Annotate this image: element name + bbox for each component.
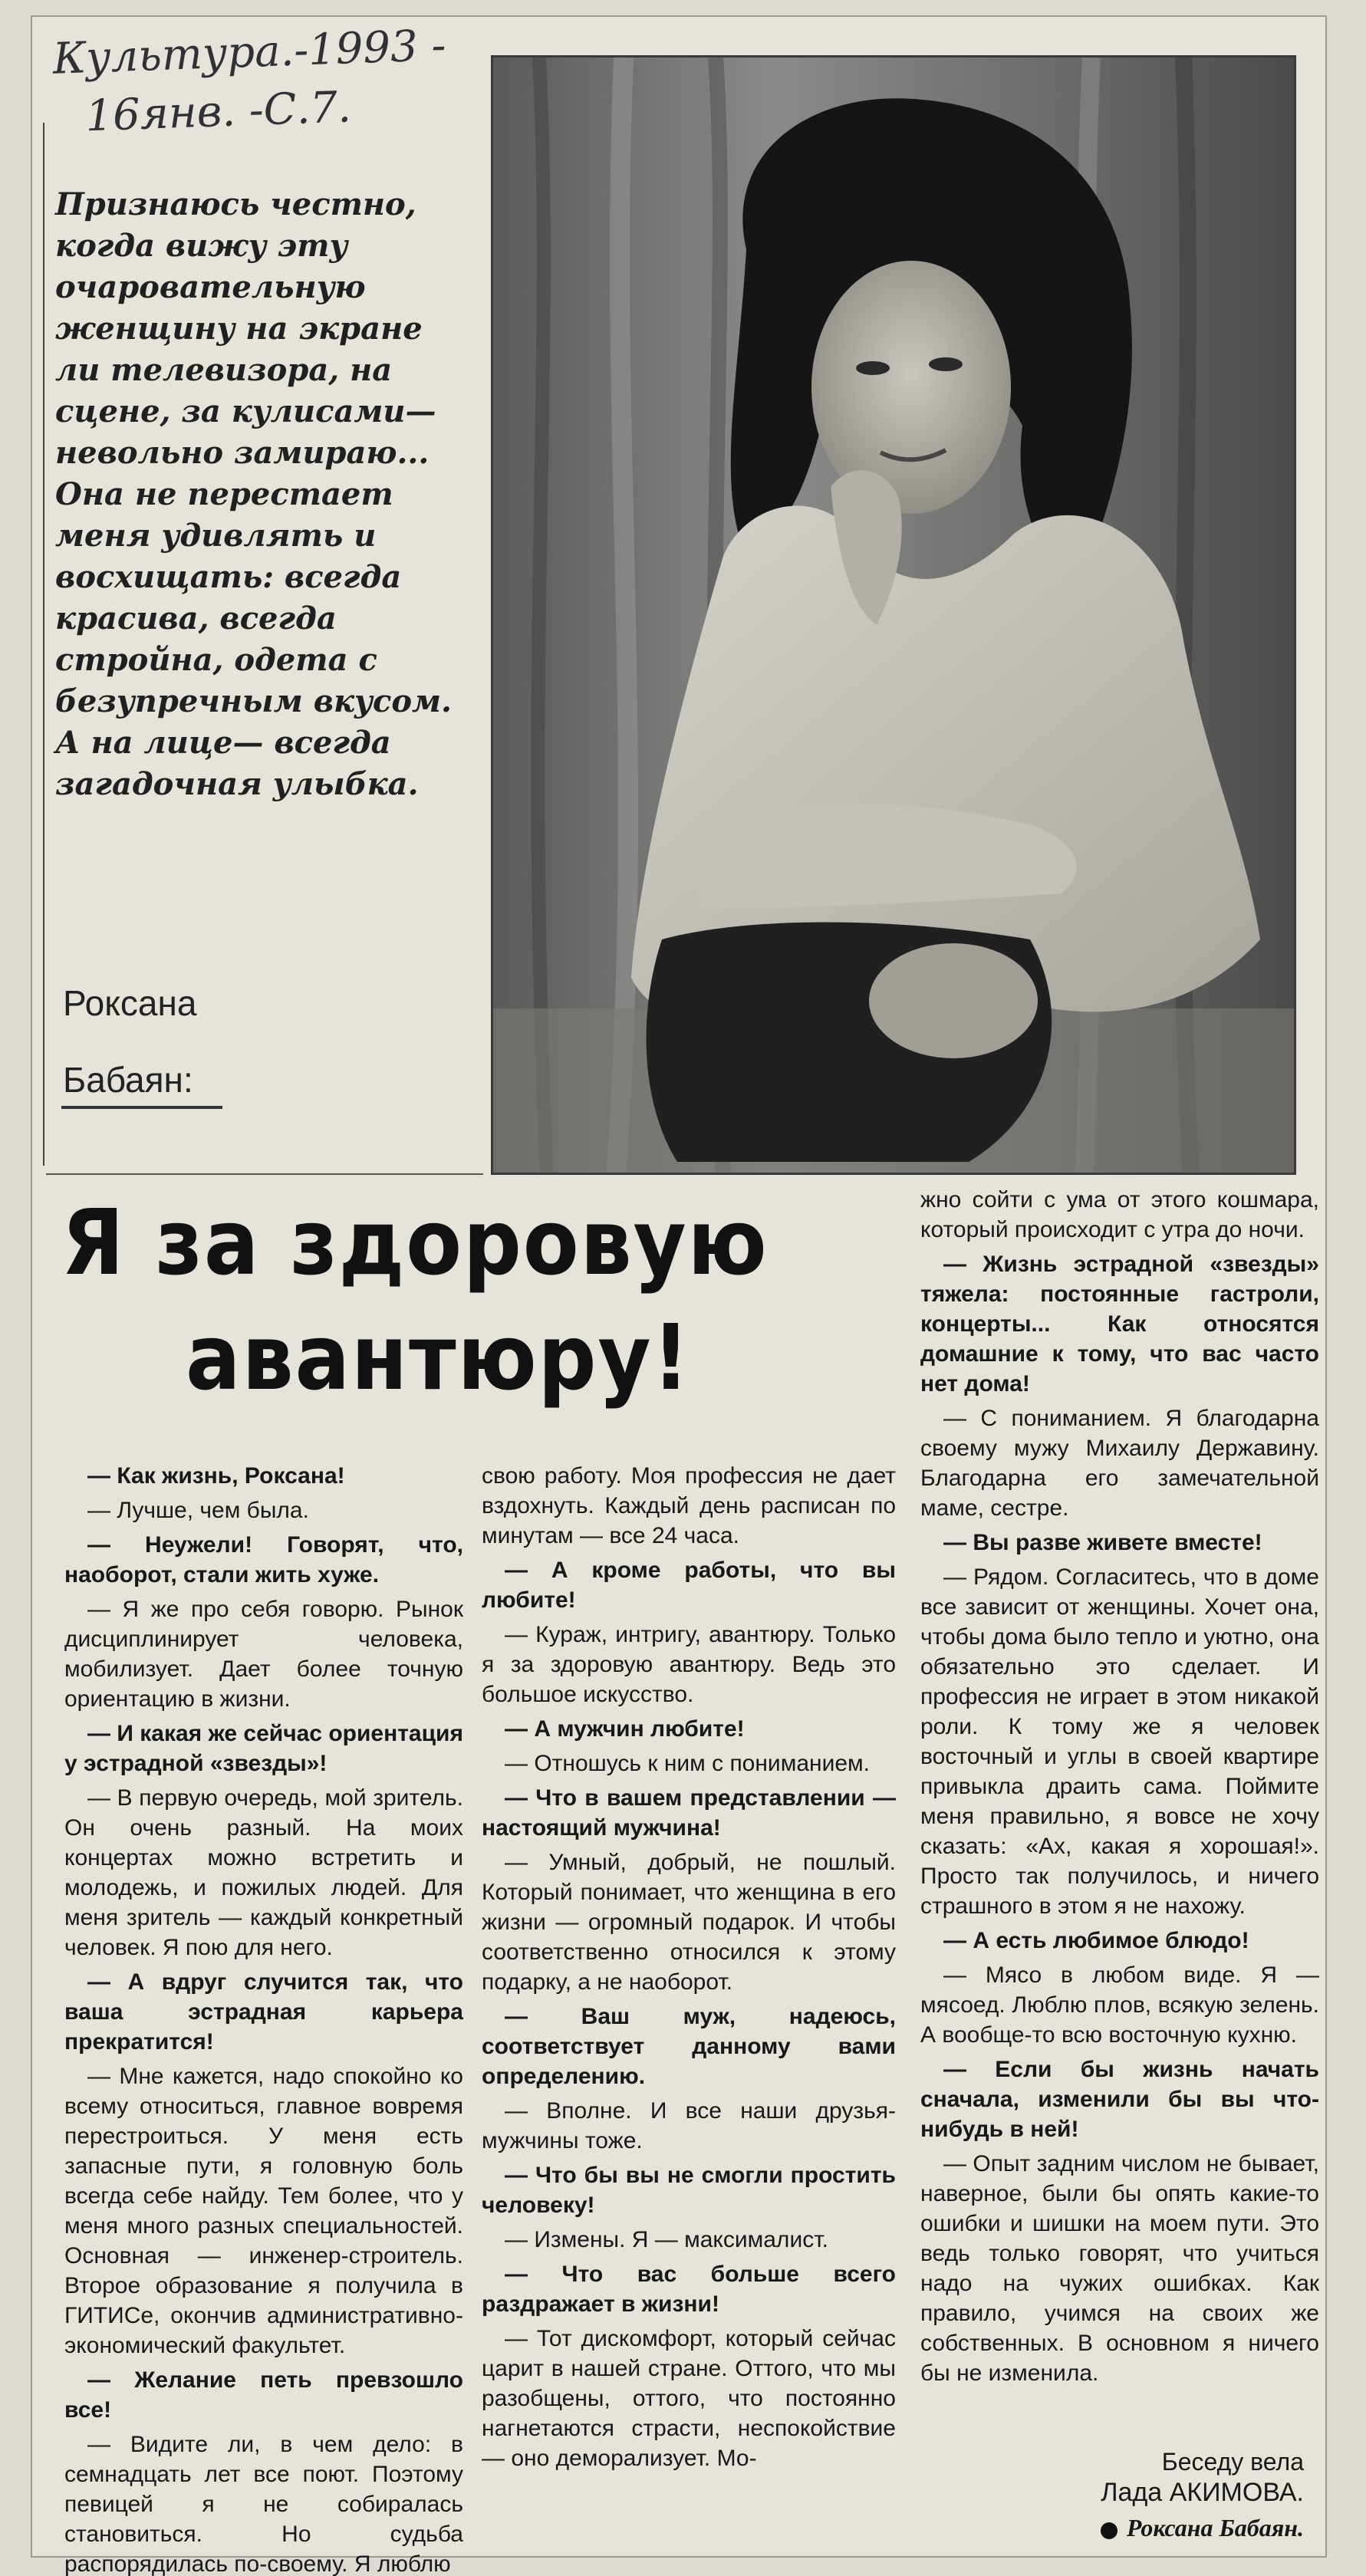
interview-paragraph: — А мужчин любите!: [505, 1716, 745, 1742]
divider-line: [46, 1173, 483, 1175]
interview-paragraph: — Желание петь превзошло все!: [64, 2367, 463, 2423]
interview-paragraph: — Жизнь эстрадной «звезды» тяжела: постоянные гастроли, концерты... Как относятся домашние к тому, что вас часто нет дома!: [920, 1252, 1319, 1397]
signature-block: [63, 965, 431, 1118]
interview-paragraph: — Отношусь к ним с пониманием.: [505, 1751, 870, 1776]
byline-signature: [997, 2512, 1304, 2543]
interview-paragraph: — Мне кажется, надо спокойно ко всему относиться, главное вовремя перестроиться. У меня есть запасные пути, я головную боль всегда себе найду. Тем более, что у меня много разных специальностей. Основная — инженер-строитель. Второе образование я получила в ГИТИСе, окончив административно-экономический факультет.: [64, 2064, 463, 2358]
interview-paragraph: — Я же про себя говорю. Рынок дисциплинирует человека, мобилизует. Дает более точную ориентацию в жизни.: [64, 1597, 463, 1712]
handwritten-line-2: 16янв. -С.7.: [84, 82, 352, 142]
interview-paragraph: свою работу. Моя профессия не дает вздохнуть. Каждый день расписан по минутам — все 24 часа.: [482, 1463, 896, 1548]
interview-paragraph: — Что в вашем представлении — настоящий мужчина!: [482, 1785, 896, 1841]
interview-paragraph: — Кураж, интригу, авантюру. Только я за здоровую авантюру. Ведь это большое искусство.: [482, 1622, 896, 1707]
interview-column-2: [482, 1461, 896, 2478]
interview-paragraph: — Что бы вы не смогли простить человеку!: [482, 2163, 896, 2218]
byline-intro: Беседу вела: [1161, 2448, 1304, 2476]
article-headline: [61, 1185, 793, 1415]
bullet-icon: [1101, 2522, 1117, 2539]
interview-paragraph: — Умный, добрый, не пошлый. Который понимает, что женщина в его жизни — огромный подарок. И чтобы соответственно относился к этому подарку, а не наоборот.: [482, 1850, 896, 1995]
interview-paragraph: — Как жизнь, Роксана!: [87, 1463, 345, 1489]
signature-underline: [61, 1106, 222, 1109]
interview-paragraph: — Мясо в любом виде. Я — мясоед. Люблю плов, всякую зелень. А вообще-то всю восточную кухню.: [920, 1962, 1319, 2048]
interview-paragraph: — А кроме работы, что вы любите!: [482, 1558, 896, 1613]
interview-paragraph: — Измены. Я — максималист.: [505, 2227, 828, 2252]
interview-paragraph: — Лучше, чем была.: [87, 1498, 309, 1523]
portrait-photo: [491, 55, 1296, 1175]
interview-paragraph: — Вы разве живете вместе!: [943, 1530, 1262, 1555]
interview-paragraph: — В первую очередь, мой зритель. Он очень разный. На моих концертах можно встретить и молодежь, и пожилых людей. Для меня зритель — каждый конкретный человек. Я пою для него.: [64, 1785, 463, 1960]
byline-signature-name: Роксана Бабаян.: [1126, 2514, 1304, 2541]
interview-paragraph: — И какая же сейчас ориентация у эстрадной «звезды»!: [64, 1721, 463, 1776]
byline-author: Лада АКИМОВА.: [1101, 2478, 1304, 2507]
interview-paragraph: жно сойти с ума от этого кошмара, который происходит с утра до ночи.: [920, 1187, 1319, 1242]
interview-paragraph: — Видите ли, в чем дело: в семнадцать лет все поют. Поэтому певицей я не собиралась становиться. Но судьба распорядилась по-своему. Я люблю: [64, 2432, 463, 2576]
interview-paragraph: — С пониманием. Я благодарна своему мужу Михаилу Державину. Благодарна его замечательной маме, сестре.: [920, 1406, 1319, 1521]
interview-paragraph: — А вдруг случится так, что ваша эстрадная карьера прекратится!: [64, 1969, 463, 2055]
interview-paragraph: — Рядом. Согласитесь, что в доме все зависит от женщины. Хочет она, чтобы дома было тепло и уютно, она обязательно это сделает. И профессия не играет в этом никакой роли. К тому же я человек восточный и углы в своей квартире привыкла драить сама. Поймите меня правильно, я вовсе не хочу сказать: «Ах, какая я хорошая!». Просто так получилось, и ничего страшного в этом я не нахожу.: [920, 1564, 1319, 1919]
interview-paragraph: — Ваш муж, надеюсь, соответствует данному вами определению.: [482, 2004, 896, 2089]
interview-paragraph: — Что вас больше всего раздражает в жизни!: [482, 2262, 896, 2317]
article-byline: [997, 2446, 1304, 2543]
interview-column-3: [920, 1185, 1319, 2393]
intro-paragraph: Признаюсь честно, когда вижу эту очаровательную женщину на экране ли телевизора, на сцене, за кулисами— невольно замираю... Она не перестает меня удивлять и восхищать: всегда красива, всегда стройна, одета с безупречным вкусом. А на лице— всегда загадочная улыбка.: [55, 186, 452, 802]
interview-paragraph: — А есть любимое блюдо!: [943, 1928, 1249, 1953]
portrait-photo-illustration: [493, 58, 1296, 1175]
interview-paragraph: — Если бы жизнь начать сначала, изменили бы вы что-нибудь в ней!: [920, 2057, 1319, 2142]
interview-paragraph: — Опыт задним числом не бывает, наверное, были бы опять какие-то ошибки и шишки на моем пути. Это ведь только говорят, что учиться надо на чужих ошибках. Как правило, учимся на своих же собственных. В основном я ничего бы не изменила.: [920, 2151, 1319, 2386]
interview-column-1: [64, 1461, 463, 2576]
column-divider: [43, 123, 44, 1166]
interview-paragraph: — Вполне. И все наши друзья-мужчины тоже.: [482, 2098, 896, 2153]
headline-line-1: Я за здоровую: [61, 1189, 769, 1295]
handwritten-note: [52, 15, 486, 146]
signature-last-name: Бабаян:: [63, 1060, 193, 1100]
interview-paragraph: — Неужели! Говорят, что, наоборот, стали жить хуже.: [64, 1532, 463, 1587]
interview-paragraph: — Тот дискомфорт, который сейчас царит в нашей стране. Оттого, что мы разобщены, оттого, что постоянно нагнетаются страсти, неспокойствие — оно деморализует. Мо-: [482, 2326, 896, 2471]
signature-first-name: Роксана: [63, 983, 197, 1023]
handwritten-line-1: Культура.-1993 -: [51, 20, 447, 84]
headline-line-2: авантюру!: [186, 1304, 691, 1410]
